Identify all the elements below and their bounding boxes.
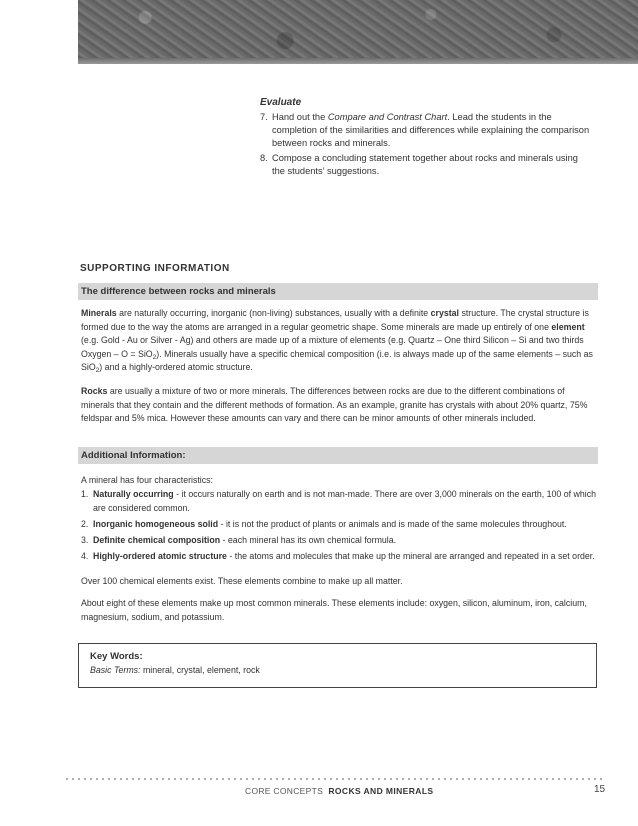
characteristic-description: - each mineral has its own chemical formula. bbox=[220, 534, 397, 545]
basic-terms-line bbox=[90, 663, 596, 677]
header-banner-edge bbox=[78, 58, 638, 64]
paragraph-text: structure. The crystal structure is formed due to the way the atoms are arranged in a regular geometric shape. Some minerals are made up entirely of one bbox=[81, 308, 589, 332]
characteristic-description: - the atoms and molecules that make up the mineral are arranged and repeated in a set order. bbox=[226, 550, 595, 561]
characteristic-term: Inorganic homogeneous solid bbox=[93, 518, 219, 529]
paragraph-text: ) and a highly-ordered atomic structure. bbox=[99, 362, 253, 373]
list-item bbox=[81, 550, 597, 564]
list-number: 1. bbox=[81, 489, 89, 499]
step-text-part: . Lead the students in the completion of the similarities and differences while explaining the comparison between rocks and minerals. bbox=[272, 112, 590, 148]
basic-terms-list: mineral, crystal, element, rock bbox=[140, 665, 260, 675]
list-number: 4. bbox=[81, 550, 89, 561]
footer-topic: ROCKS AND MINERALS bbox=[328, 786, 434, 796]
step-text: Compose a concluding statement together about rocks and minerals using the students’ suggestions. bbox=[272, 153, 578, 176]
characteristics-list bbox=[81, 488, 597, 566]
footer-section: CORE CONCEPTS bbox=[245, 786, 324, 796]
page-number: 15 bbox=[594, 784, 606, 795]
footer-running-title bbox=[245, 786, 433, 796]
list-number: 2. bbox=[81, 518, 89, 529]
evaluate-heading: Evaluate bbox=[260, 97, 302, 108]
evaluate-section bbox=[260, 96, 590, 180]
term-minerals: Minerals bbox=[81, 308, 117, 318]
step-number: 8. bbox=[260, 153, 268, 163]
key-words-box bbox=[78, 643, 597, 688]
list-item bbox=[81, 534, 597, 548]
step-number: 7. bbox=[260, 112, 268, 122]
characteristics-intro: A mineral has four characteristics: bbox=[81, 475, 214, 485]
characteristic-term: Highly-ordered atomic structure bbox=[93, 550, 227, 561]
paragraph-text: are usually a mixture of two or more minerals. The differences between rocks are due to the different combinations of minerals that they contain and the different methods of formation. As an example, granite has crystals with about 20% quartz, 75% feldspar and 5% mica. However these amounts can vary and there can be minor amounts of other minerals included. bbox=[81, 386, 588, 424]
chart-title-reference: Compare and Contrast Chart bbox=[327, 112, 448, 122]
basic-terms-label: Basic Terms: bbox=[90, 665, 141, 675]
paragraph-text: are naturally occurring, inorganic (non-living) substances, usually with a definite bbox=[116, 308, 431, 318]
evaluate-step-7 bbox=[260, 111, 590, 150]
step-text bbox=[272, 111, 590, 150]
supporting-information-heading: SUPPORTING INFORMATION bbox=[80, 263, 230, 274]
characteristic-description: - it occurs naturally on earth and is not man-made. There are over 3,000 minerals on the earth, 100 of which are considered common. bbox=[93, 489, 596, 513]
list-item bbox=[81, 518, 597, 532]
rocks-paragraph bbox=[81, 385, 597, 426]
evaluate-step-8 bbox=[260, 152, 590, 178]
elements-paragraph: Over 100 chemical elements exist. These elements combine to make up all matter. bbox=[81, 576, 403, 586]
key-words-title: Key Words: bbox=[90, 651, 143, 662]
paragraph-text: ). Minerals usually have a specific chemical composition (i.e. is always made up of the same elements – such as SiO bbox=[81, 348, 593, 373]
common-minerals-paragraph: About eight of these elements make up most common minerals. These elements include: oxygen, silicon, aluminum, iron, calcium, magnesium, sodium, and potassium. bbox=[81, 598, 587, 622]
list-number: 3. bbox=[81, 534, 89, 545]
characteristic-term: Definite chemical composition bbox=[93, 534, 221, 545]
term-crystal: crystal bbox=[430, 308, 459, 318]
characteristic-term: Naturally occurring bbox=[93, 489, 174, 499]
term-element: element bbox=[551, 321, 585, 332]
list-text bbox=[93, 550, 597, 564]
characteristic-description: - it is not the product of plants or animals and is made of the same molecules throughout. bbox=[218, 518, 567, 529]
header-rock-banner bbox=[78, 0, 638, 58]
subscript: 2 bbox=[152, 353, 157, 361]
paragraph-text: (e.g. Gold - Au or Silver - Ag) and others are made up of a mixture of elements (e.g. Quartz – One third Silicon – Si and two thirds Oxygen – O = SiO bbox=[81, 335, 584, 359]
footer-dotted-rule bbox=[64, 778, 602, 780]
list-text bbox=[93, 518, 597, 532]
list-text bbox=[93, 534, 597, 548]
list-text bbox=[93, 488, 597, 515]
section-bar-additional-information: Additional Information: bbox=[78, 447, 598, 464]
list-item bbox=[81, 488, 597, 515]
minerals-paragraph bbox=[81, 307, 597, 375]
term-rocks: Rocks bbox=[81, 386, 108, 396]
subscript: 2 bbox=[95, 367, 100, 375]
step-text-part: Hand out the bbox=[272, 112, 328, 122]
section-bar-rocks-vs-minerals: The difference between rocks and minerals bbox=[78, 283, 598, 300]
